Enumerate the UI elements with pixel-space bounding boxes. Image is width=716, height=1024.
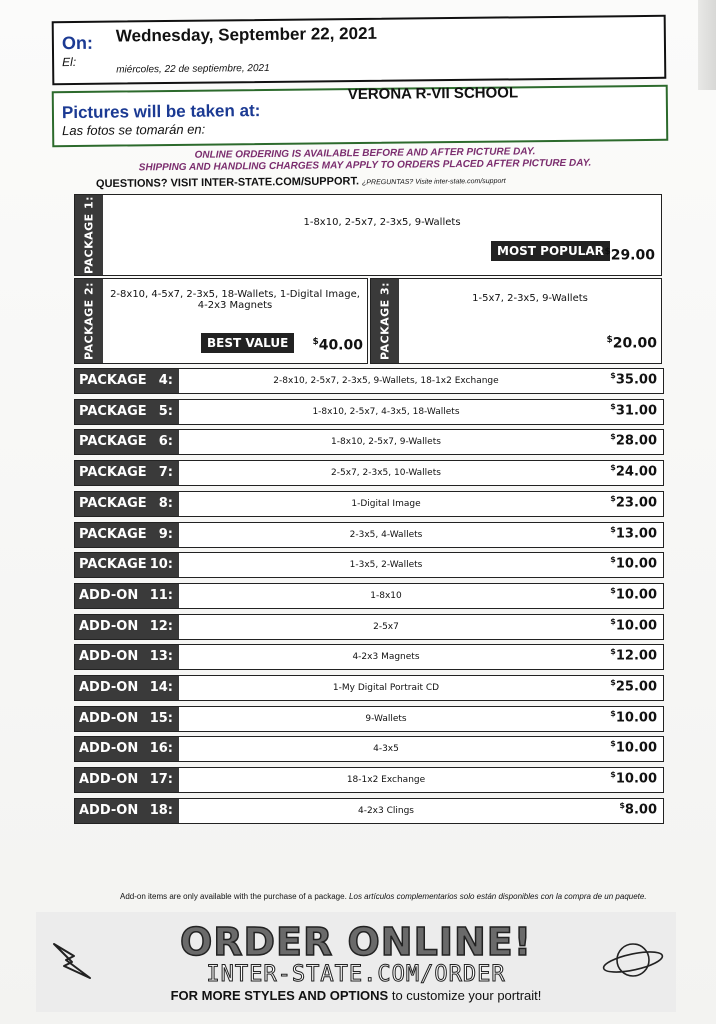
pictures-label-spanish: Las fotos se tomarán en: xyxy=(62,121,206,139)
row-price: $13.00 xyxy=(610,524,657,541)
row-number: 8: xyxy=(158,495,173,511)
notice-online-ordering: ONLINE ORDERING IS AVAILABLE BEFORE AND AFTER PICTURE DAY. xyxy=(194,146,536,161)
row-number: 15: xyxy=(149,710,173,726)
row-label: PACKAGE 8: xyxy=(75,492,179,516)
row-price: $10.00 xyxy=(610,770,657,787)
package-3-description: 1-5x7, 2-3x5, 9-Wallets xyxy=(472,293,588,304)
package-1-tab: PACKAGE 1: xyxy=(75,195,103,275)
pictures-label: Pictures will be taken at: xyxy=(61,101,261,123)
row-label: PACKAGE 7: xyxy=(75,461,179,485)
row-description: 2-8x10, 2-5x7, 2-3x5, 9-Wallets, 18-1x2 Exchange xyxy=(273,376,499,386)
package-row xyxy=(74,368,664,394)
package-3-card xyxy=(370,278,662,364)
package-row xyxy=(74,644,664,670)
picture-date-spanish: miércoles, 22 de septiembre, 2021 xyxy=(116,62,270,76)
row-number: 17: xyxy=(149,772,173,788)
location-box xyxy=(52,85,669,147)
row-description: 4-2x3 Magnets xyxy=(352,652,420,663)
row-label: ADD-ON 12: xyxy=(75,615,179,639)
row-label: ADD-ON 17: xyxy=(75,768,179,792)
planet-icon xyxy=(600,930,666,990)
row-description: 2-5x7 xyxy=(373,621,399,632)
picture-date: Wednesday, September 22, 2021 xyxy=(115,23,378,46)
row-description: 9-Wallets xyxy=(365,713,407,724)
el-label: El: xyxy=(62,54,77,70)
row-price: $31.00 xyxy=(610,401,657,419)
row-number: 7: xyxy=(158,465,173,481)
row-label: ADD-ON 18: xyxy=(75,799,179,823)
addon-note: Add-on items are only available with the purchase of a package. Los artículos complementarios solo están disponibles con la compra de un paquete. xyxy=(120,892,647,901)
package-row xyxy=(74,429,664,455)
order-online-title: ORDER ONLINE! xyxy=(179,920,533,964)
order-online-banner xyxy=(36,912,676,1012)
row-description: 1-3x5, 2-Wallets xyxy=(349,560,423,571)
package-3-price: $20.00 xyxy=(606,335,657,352)
row-number: 6: xyxy=(158,434,173,450)
row-number: 12: xyxy=(149,618,173,634)
row-description: 1-8x10, 2-5x7, 4-3x5, 18-Wallets xyxy=(312,406,460,417)
package-2-tab: PACKAGE 2: xyxy=(75,279,103,363)
package-2-description: 2-8x10, 4-5x7, 2-3x5, 18-Wallets, 1-Digital Image, 4-2x3 Magnets xyxy=(110,289,360,311)
row-description: 1-Digital Image xyxy=(351,498,421,509)
row-description: 4-3x5 xyxy=(373,744,399,755)
questions-text-spanish: ¿PREGUNTAS? Visite inter-state.com/support xyxy=(362,177,506,187)
row-number: 9: xyxy=(158,526,173,542)
order-tagline: FOR MORE STYLES AND OPTIONS to customize your portrait! xyxy=(170,988,542,1003)
row-price: $25.00 xyxy=(610,678,657,695)
row-description: 1-8x10, 2-5x7, 9-Wallets xyxy=(331,437,441,448)
row-price: $24.00 xyxy=(610,463,657,480)
package-row xyxy=(74,522,664,548)
package-1-price: $29.00 xyxy=(604,247,655,264)
row-number: 10: xyxy=(149,557,173,573)
row-number: 18: xyxy=(149,802,173,818)
row-price: $10.00 xyxy=(610,708,657,726)
row-number: 16: xyxy=(149,741,173,757)
row-description: 2-3x5, 4-Wallets xyxy=(349,529,423,540)
package-2-card xyxy=(74,278,368,364)
questions-text: QUESTIONS? VISIT INTER-STATE.COM/SUPPORT. xyxy=(95,175,360,191)
most-popular-badge: MOST POPULAR xyxy=(491,241,610,261)
row-price: $12.00 xyxy=(610,647,657,664)
row-number: 5: xyxy=(158,403,173,419)
row-number: 14: xyxy=(149,680,173,695)
row-description: 2-5x7, 2-3x5, 10-Wallets xyxy=(331,468,441,479)
date-box xyxy=(52,15,667,85)
row-price: $10.00 xyxy=(610,739,657,756)
package-row xyxy=(74,491,664,517)
row-label: ADD-ON 13: xyxy=(75,645,179,669)
row-price: $28.00 xyxy=(610,432,657,449)
on-label: On: xyxy=(61,32,94,54)
row-label: ADD-ON 15: xyxy=(75,707,179,731)
package-row xyxy=(74,767,664,793)
order-url[interactable]: INTER-STATE.COM/ORDER xyxy=(206,962,506,987)
row-number: 4: xyxy=(158,373,173,388)
row-label: ADD-ON 16: xyxy=(75,737,179,761)
package-row xyxy=(74,736,664,762)
package-row xyxy=(74,675,664,701)
row-price: $35.00 xyxy=(610,371,657,388)
row-price: $10.00 xyxy=(610,616,657,633)
row-label: PACKAGE 10: xyxy=(75,553,179,577)
row-label: PACKAGE 6: xyxy=(75,430,179,454)
package-row xyxy=(74,583,664,609)
row-description: 1-8x10 xyxy=(370,590,402,601)
package-row xyxy=(74,798,664,824)
row-price: $10.00 xyxy=(610,585,657,603)
package-row xyxy=(74,614,664,640)
package-row xyxy=(74,399,664,425)
package-1-description: 1-8x10, 2-5x7, 2-3x5, 9-Wallets xyxy=(303,217,461,228)
row-number: 11: xyxy=(149,587,173,603)
row-description: 18-1x2 Exchange xyxy=(346,775,426,786)
row-description: 1-My Digital Portrait CD xyxy=(332,683,440,693)
row-price: $23.00 xyxy=(610,493,657,511)
package-2-price: $40.00 xyxy=(312,337,363,354)
row-label: ADD-ON 14: xyxy=(75,676,179,700)
notice-shipping: SHIPPING AND HANDLING CHARGES MAY APPLY TO ORDERS PLACED AFTER PICTURE DAY. xyxy=(138,157,592,174)
row-label: PACKAGE 5: xyxy=(75,400,179,424)
package-3-tab: PACKAGE 3: xyxy=(371,279,399,363)
school-name: VERONA R-VII SCHOOL xyxy=(347,84,519,104)
row-description: 4-2x3 Clings xyxy=(357,805,414,816)
row-label: PACKAGE 4: xyxy=(75,369,179,393)
package-row xyxy=(74,460,664,486)
package-1-card xyxy=(74,194,662,276)
page-edge-shadow xyxy=(698,0,716,90)
best-value-badge: BEST VALUE xyxy=(201,333,294,353)
questions-line xyxy=(96,174,506,190)
row-label: PACKAGE 9: xyxy=(75,523,179,547)
package-row xyxy=(74,706,664,732)
row-label: ADD-ON 11: xyxy=(75,584,179,608)
package-row xyxy=(74,552,664,578)
row-price: $10.00 xyxy=(610,555,657,572)
row-number: 13: xyxy=(149,649,173,665)
row-price: $8.00 xyxy=(619,800,657,818)
